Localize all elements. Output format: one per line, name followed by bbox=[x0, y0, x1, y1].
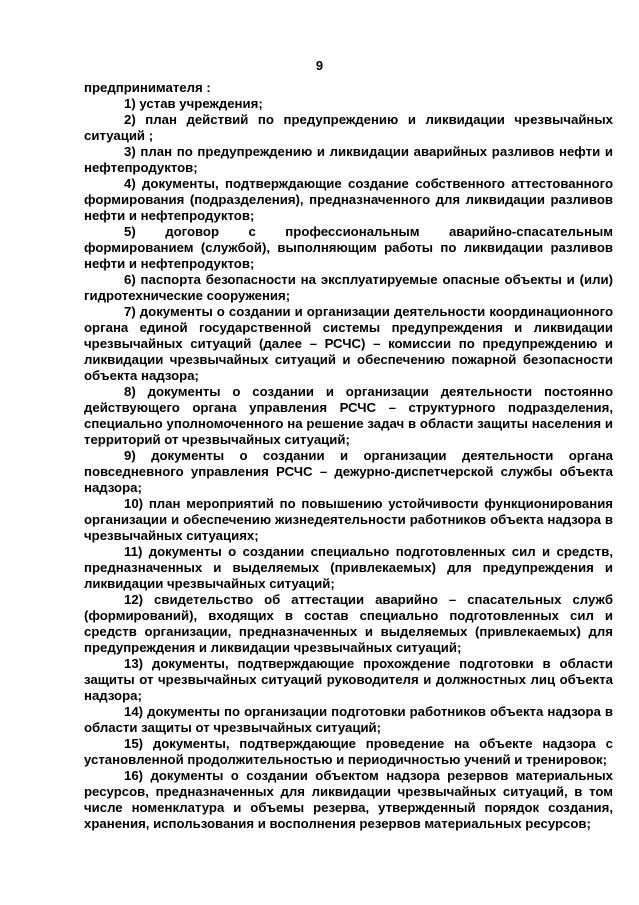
list-item: 4) документы, подтверждающие создание собственного аттестованного формирования (подразделения), предназначенного для ликвидации разливов нефти и нефтепродуктов; bbox=[84, 176, 613, 223]
list-item: 2) план действий по предупреждению и ликвидации чрезвычайных ситуаций ; bbox=[84, 112, 613, 143]
document-body bbox=[84, 80, 613, 832]
list-item: 13) документы, подтверждающие прохождение подготовки в области защиты от чрезвычайных ситуаций руководителя и должностных лиц объекта надзора; bbox=[84, 656, 613, 703]
list-item: 10) план мероприятий по повышению устойчивости функционирования организации и обеспечению жизнедеятельности работников объекта надзора в чрезвычайных ситуациях; bbox=[84, 496, 613, 543]
list-item: 3) план по предупреждению и ликвидации аварийных разливов нефти и нефтепродуктов; bbox=[84, 144, 613, 175]
list-item: 5) договор с профессиональным аварийно-спасательным формированием (службой), выполняющим работы по ликвидации разливов нефти и нефтепродуктов; bbox=[84, 224, 613, 271]
list-item: 11) документы о создании специально подготовленных сил и средств, предназначенных и выделяемых (привлекаемых) для предупреждения и ликвидации чрезвычайных ситуаций; bbox=[84, 544, 613, 591]
list-item: 1) устав учреждения; bbox=[124, 96, 263, 111]
list-item: 7) документы о создании и организации деятельности координационного органа единой государственной системы предупреждения и ликвидации чрезвычайных ситуаций (далее – РСЧС) – комиссии по предупреждению и ликвидации чрезвычайных ситуаций и обеспечению пожарной безопасности объекта надзора; bbox=[84, 304, 613, 383]
page-number: 9 bbox=[315, 58, 324, 73]
list-item: 6) паспорта безопасности на эксплуатируемые опасные объекты и (или) гидротехнические сооружения; bbox=[84, 272, 613, 303]
list-item: 12) свидетельство об аттестации аварийно – спасательных служб (формирований), входящих в состав специально подготовленных сил и средств организации, предназначенных и выделяемых (привлекаемых) для предупреждения и ликвидации чрезвычайных ситуаций; bbox=[84, 592, 613, 655]
list-item: 16) документы о создании объектом надзора резервов материальных ресурсов, предназначенных для ликвидации чрезвычайных ситуаций, в том числе номенклатура и объемы резерва, утвержденный порядок создания, хранения, использования и восполнения резервов материальных ресурсов; bbox=[84, 768, 613, 831]
list-item: 15) документы, подтверждающие проведение на объекте надзора с установленной продолжительностью и периодичностью учений и тренировок; bbox=[84, 736, 613, 767]
list-item: 14) документы по организации подготовки работников объекта надзора в области защиты от чрезвычайных ситуаций; bbox=[84, 704, 613, 735]
list-item: 9) документы о создании и организации деятельности органа повседневного управления РСЧС – дежурно-диспетчерской службы объекта надзора; bbox=[84, 448, 613, 495]
list-item: 8) документы о создании и организации деятельности постоянно действующего органа управления РСЧС – структурного подразделения, специально уполномоченного на решение задач в области защиты населения и территорий от чрезвычайных ситуаций; bbox=[84, 384, 613, 447]
paragraph-intro: предпринимателя : bbox=[84, 80, 211, 95]
